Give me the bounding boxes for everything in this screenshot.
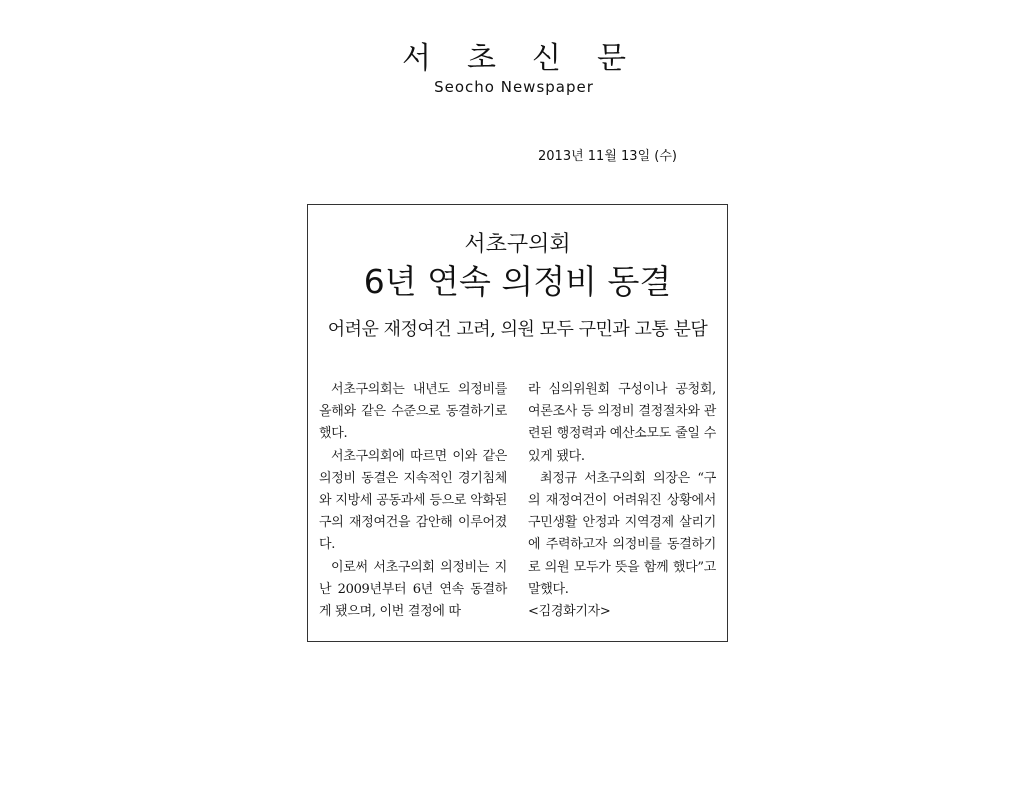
publication-date: 2013년 11월 13일 (수) [538, 149, 677, 164]
article-paragraph: 이로써 서초구의회 의정비는 지난 2009년부터 6년 연속 동결하게 됐으며, 이번 결정에 따 [319, 559, 507, 620]
masthead [0, 40, 1028, 96]
newspaper-name-english: Seocho Newspaper [434, 78, 594, 96]
article-paragraph: 서초구의회는 내년도 의정비를 올해와 같은 수준으로 동결하기로 했다. [319, 382, 507, 442]
article-paragraph: 서초구의회에 따르면 이와 같은 의정비 동결은 지속적인 경기침체와 지방세 공동과세 등으로 악화된 구의 재정여건을 감안해 이루어졌다. [319, 448, 507, 553]
article-subheadline: 어려운 재정여건 고려, 의원 모두 구민과 고통 분담 [327, 319, 708, 340]
article-kicker: 서초구의회 [464, 232, 571, 257]
article-paragraph: 최정규 서초구의회 의장은 “구의 재정여건이 어려워진 상황에서 구민생활 안정과 지역경제 살리기에 주력하고자 의정비를 동결하기로 의원 모두가 뜻을 함께 했다”고 말했다. [528, 470, 716, 597]
newspaper-name-korean: 서초신문 [402, 41, 662, 76]
article-column-left [319, 379, 507, 623]
article-byline: <김경화기자> [528, 604, 611, 620]
article-box [307, 204, 728, 642]
article-paragraph: 라 심의위원회 구성이나 공청회, 여론조사 등 의정비 결정절차와 관련된 행정력과 예산소모도 줄일 수 있게 됐다. [528, 382, 716, 464]
article-headline: 6년 연속 의정비 동결 [363, 262, 672, 301]
article-column-right [528, 379, 716, 623]
